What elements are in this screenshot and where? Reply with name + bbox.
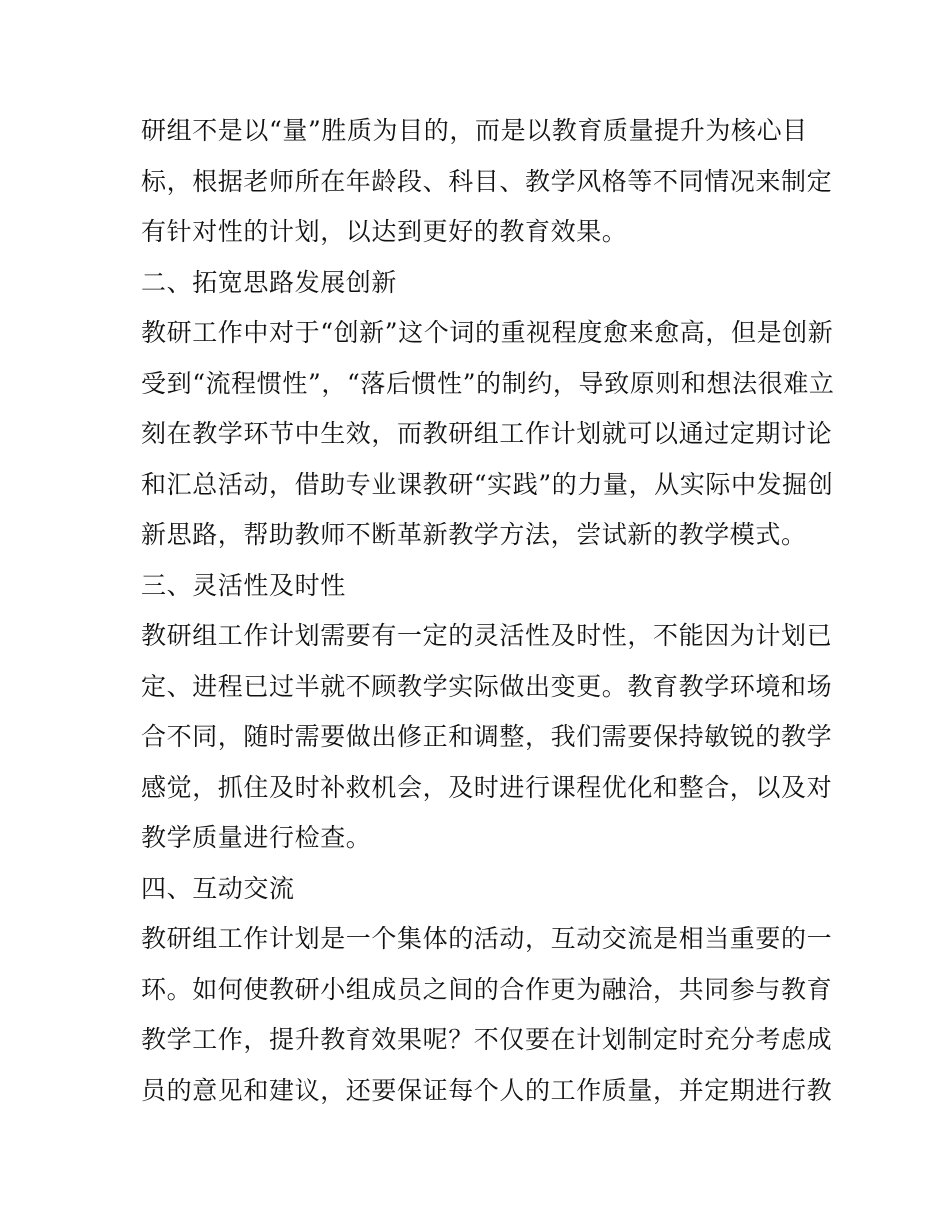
text-line: 有针对性的计划，以达到更好的教育效果。 (141, 217, 628, 246)
text-line: 定、进程已过半就不顾教学实际做出变更。教育教学环境和场 (141, 671, 833, 701)
text-line: 受到“流程惯性”，“落后惯性”的制约，导致原则和想法很难立 (141, 368, 835, 398)
text-line: 教研工作中对于“创新”这个词的重视程度愈来愈高，但是创新 (141, 318, 834, 347)
text-line: 和汇总活动，借助专业课教研“实践”的力量，从实际中发掘创 (141, 469, 834, 499)
document-body (141, 110, 835, 1120)
text-line: 教研组工作计划需要有一定的灵活性及时性，不能因为计划已 (141, 621, 833, 650)
text-line: 新思路，帮助教师不断革新教学方法，尝试新的教学模式。 (141, 520, 807, 549)
text-line: 合不同，随时需要做出修正和调整，我们需要保持敏锐的教学 (141, 722, 833, 751)
section-heading: 二、拓宽思路发展创新 (141, 267, 398, 297)
section-heading: 四、互动交流 (141, 873, 295, 903)
text-line: 教研组工作计划是一个集体的活动，互动交流是相当重要的一 (141, 924, 833, 953)
text-line: 感觉，抓住及时补救机会，及时进行课程优化和整合，以及对 (141, 772, 833, 802)
text-line: 标，根据老师所在年龄段、科目、教学风格等不同情况来制定 (141, 166, 833, 196)
section-heading: 三、灵活性及时性 (141, 570, 346, 600)
text-line: 研组不是以“量”胜质为目的，而是以教育质量提升为核心目 (141, 116, 808, 145)
text-line: 教学工作，提升教育效果呢？不仅要在计划制定时充分考虑成 (141, 1025, 833, 1054)
text-line: 员的意见和建议，还要保证每个人的工作质量，并定期进行教 (141, 1075, 833, 1105)
text-line: 环。如何使教研小组成员之间的合作更为融洽，共同参与教育 (141, 974, 833, 1004)
text-line: 教学质量进行检查。 (141, 823, 372, 852)
text-line: 刻在教学环节中生效，而教研组工作计划就可以通过定期讨论 (141, 419, 833, 448)
